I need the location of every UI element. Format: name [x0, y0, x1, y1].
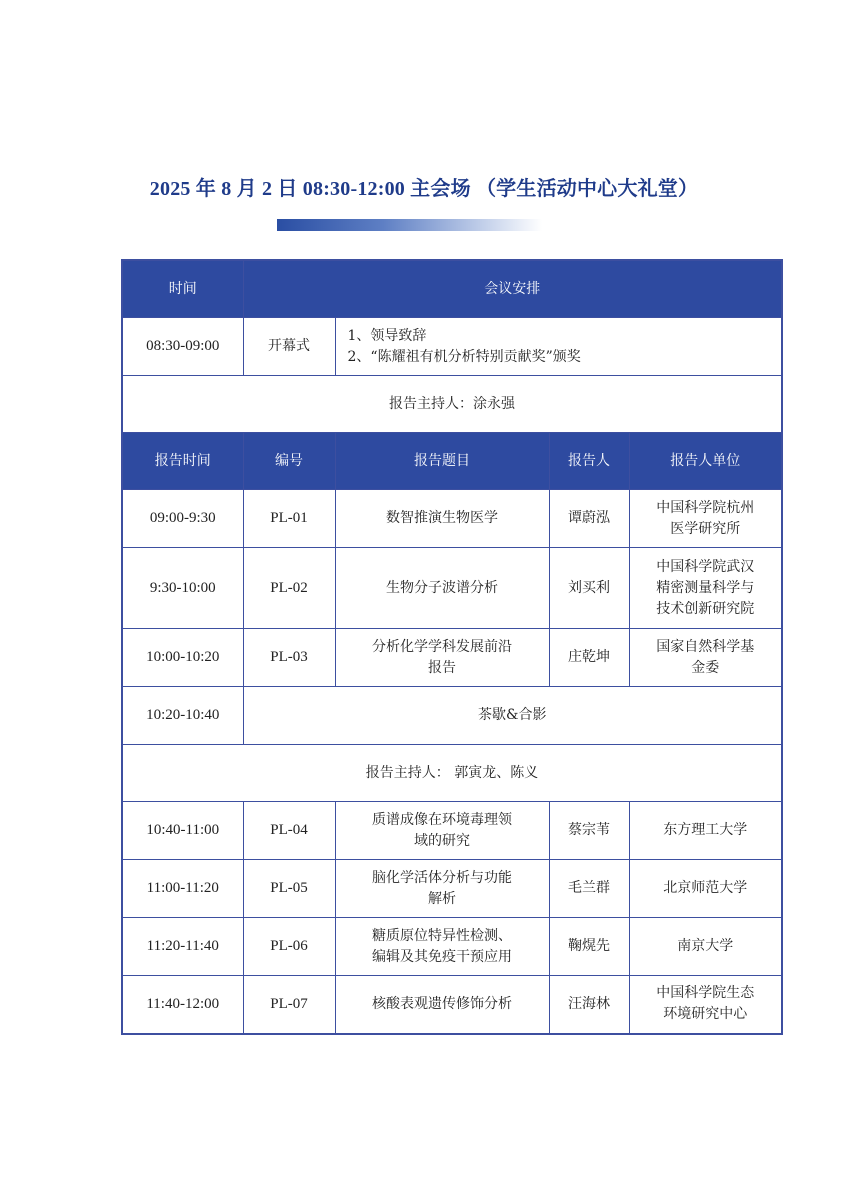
- unit-line: 东方理工大学: [663, 822, 748, 838]
- page-title: 2025 年 8 月 2 日 08:30-12:00 主会场 （学生活动中心大礼堂）: [149, 178, 699, 200]
- host-label: 报告主持人：涂永强: [122, 376, 782, 433]
- report-topic: [335, 976, 549, 1034]
- topic-line: 解析: [428, 890, 456, 907]
- topic-line: 分析化学学科发展前沿: [372, 638, 512, 655]
- unit-line: 技术创新研究院: [656, 600, 755, 617]
- report-time: 11:20-11:40: [122, 918, 243, 976]
- report-time: 09:00-9:30: [122, 490, 243, 548]
- table-row: [122, 802, 782, 860]
- break-row: [122, 687, 782, 745]
- break-time: 10:20-10:40: [122, 687, 243, 745]
- unit-line: 环境研究中心: [663, 1006, 748, 1023]
- opening-item: 1、领导致辞: [347, 327, 427, 344]
- table-row: [122, 918, 782, 976]
- break-label: 茶歇&合影: [243, 687, 782, 745]
- report-topic: [335, 548, 549, 629]
- topic-line: 报告: [428, 659, 456, 676]
- report-unit: [629, 976, 782, 1034]
- unit-line: 中国科学院生态: [656, 985, 755, 1002]
- report-code: PL-03: [243, 629, 335, 687]
- report-code: PL-07: [243, 976, 335, 1034]
- header-speaker: 报告人: [549, 433, 629, 490]
- report-speaker: 鞠熀先: [549, 918, 629, 976]
- report-code: PL-06: [243, 918, 335, 976]
- report-code: PL-01: [243, 490, 335, 548]
- header-report-time: 报告时间: [122, 433, 243, 490]
- table-row: [122, 548, 782, 629]
- report-topic: [335, 490, 549, 548]
- report-time: 10:40-11:00: [122, 802, 243, 860]
- opening-row: [122, 318, 782, 376]
- unit-line: 精密测量科学与: [656, 579, 755, 596]
- host-label: 报告主持人： 郭寅龙、陈义: [122, 745, 782, 802]
- report-unit: [629, 629, 782, 687]
- report-topic: [335, 802, 549, 860]
- report-topic: [335, 629, 549, 687]
- opening-items: [335, 318, 782, 376]
- topic-line: 编辑及其免疫干预应用: [372, 948, 512, 965]
- report-code: PL-05: [243, 860, 335, 918]
- report-speaker: 毛兰群: [549, 860, 629, 918]
- opening-label: 开幕式: [243, 318, 335, 376]
- report-time: 10:00-10:20: [122, 629, 243, 687]
- report-speaker: 谭蔚泓: [549, 490, 629, 548]
- opening-item: 2、“陈耀祖有机分析特别贡献奖”颁奖: [347, 348, 581, 365]
- header-code: 编号: [243, 433, 335, 490]
- topic-line: 质谱成像在环境毒理领: [372, 811, 512, 828]
- unit-line: 金委: [691, 659, 720, 676]
- schedule-table: [121, 259, 783, 1035]
- unit-line: 医学研究所: [670, 520, 741, 537]
- report-unit: [629, 548, 782, 629]
- table-row: [122, 976, 782, 1034]
- host-row: [122, 376, 782, 433]
- topic-line: 脑化学活体分析与功能: [372, 869, 512, 886]
- topic-line: 生物分子波谱分析: [386, 579, 498, 596]
- title-underline-bar: [277, 219, 542, 231]
- table-row: [122, 860, 782, 918]
- report-unit: [629, 860, 782, 918]
- unit-line: 南京大学: [677, 938, 734, 954]
- opening-time: 08:30-09:00: [122, 318, 243, 376]
- host-row: [122, 745, 782, 802]
- report-unit: [629, 802, 782, 860]
- report-speaker: 蔡宗苇: [549, 802, 629, 860]
- report-code: PL-02: [243, 548, 335, 629]
- report-unit: [629, 490, 782, 548]
- topic-line: 数智推演生物医学: [386, 510, 498, 526]
- report-time: 9:30-10:00: [122, 548, 243, 629]
- report-topic: [335, 918, 549, 976]
- report-speaker: 汪海林: [549, 976, 629, 1034]
- unit-line: 中国科学院武汉: [656, 558, 755, 575]
- unit-line: 北京师范大学: [663, 880, 748, 896]
- report-speaker: 刘买利: [549, 548, 629, 629]
- report-speaker: 庄乾坤: [549, 629, 629, 687]
- topic-line: 核酸表观遗传修饰分析: [372, 995, 512, 1012]
- agenda-header-row: [122, 260, 782, 318]
- unit-line: 国家自然科学基: [656, 638, 755, 655]
- header-time: 时间: [122, 260, 243, 318]
- header-topic: 报告题目: [335, 433, 549, 490]
- report-header-row: [122, 433, 782, 490]
- header-unit: 报告人单位: [629, 433, 782, 490]
- report-code: PL-04: [243, 802, 335, 860]
- table-row: [122, 629, 782, 687]
- report-unit: [629, 918, 782, 976]
- unit-line: 中国科学院杭州: [656, 499, 755, 516]
- report-time: 11:00-11:20: [122, 860, 243, 918]
- report-topic: [335, 860, 549, 918]
- report-time: 11:40-12:00: [122, 976, 243, 1034]
- table-row: [122, 490, 782, 548]
- header-agenda: 会议安排: [243, 260, 782, 318]
- topic-line: 域的研究: [414, 832, 470, 849]
- topic-line: 糖质原位特异性检测、: [372, 927, 512, 944]
